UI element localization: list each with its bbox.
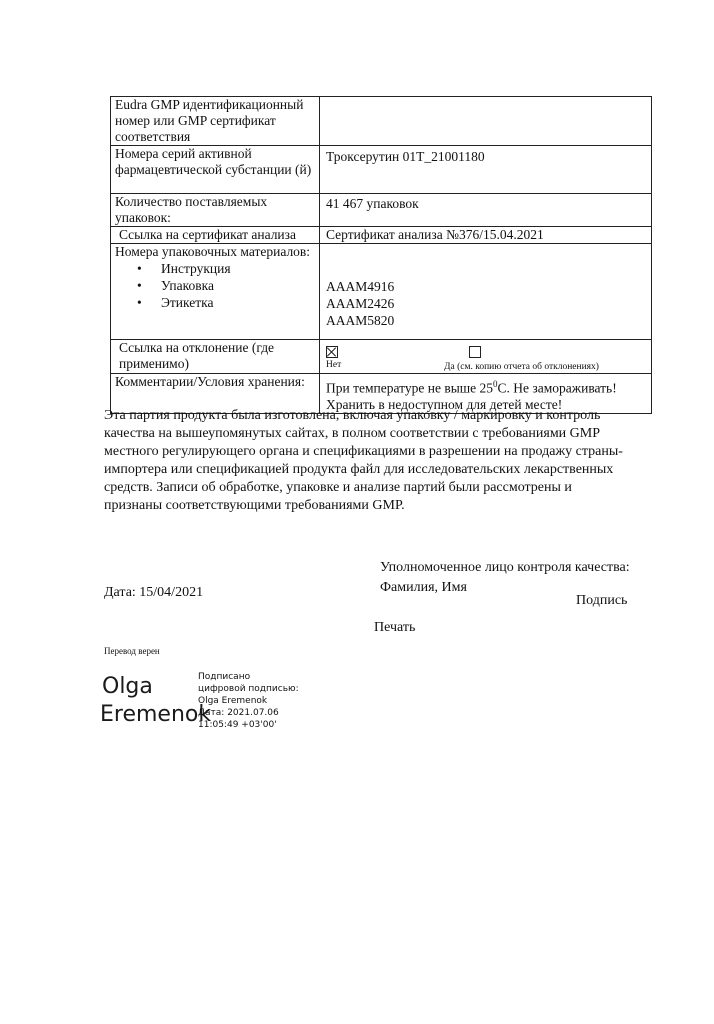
packaging-item-name: Инструкция: [161, 261, 231, 276]
packaging-code: AAAM5820: [326, 313, 395, 328]
sig-info-line: Olga Eremenok: [198, 696, 268, 706]
degree-mark: 0: [493, 379, 498, 389]
translation-note: Перевод верен: [104, 646, 160, 656]
date-label: Дата: 15/04/2021: [104, 585, 204, 600]
series-label: Номера серий активной фармацевтической субстанции (й): [115, 146, 312, 177]
yes-checkbox[interactable]: [469, 346, 481, 358]
deviation-no-label: Нет: [326, 360, 342, 370]
eudra-label-cell: [111, 97, 320, 146]
qp-name-label: Фамилия, Имя: [380, 580, 467, 595]
deviation-label: Ссылка на отклонение (где применимо): [119, 340, 275, 371]
packaging-code: AAAM4916: [326, 279, 395, 294]
list-item: [137, 294, 315, 311]
sig-info-line: Подписано: [198, 672, 251, 682]
packaging-codes: [326, 244, 647, 329]
quantity-value: 41 467 упаковок: [326, 196, 419, 211]
batch-info-table: [110, 96, 652, 414]
stamp-label: Печать: [374, 620, 416, 635]
series-label-cell: [111, 146, 320, 194]
qp-title: Уполномоченное лицо контроля качества:: [380, 560, 630, 575]
list-item: [137, 277, 315, 294]
packaging-item-name: Этикетка: [161, 295, 214, 310]
eudra-label: Eudra GMP идентификационный номер или GMP сертификат соответствия: [115, 97, 304, 144]
sig-info-line: Дата: 2021.07.06: [198, 708, 279, 718]
storage-line-1: [326, 376, 647, 397]
series-value: Троксерутин 01Т_21001180: [326, 149, 485, 164]
packaging-code: AAAM2426: [326, 296, 395, 311]
eudra-value-cell: [320, 97, 652, 146]
series-value-cell: [320, 146, 652, 194]
packaging-item-name: Упаковка: [161, 278, 214, 293]
storage-label: Комментарии/Условия хранения:: [115, 374, 305, 389]
signer-first-name: Olga: [102, 674, 153, 699]
cert-label: Ссылка на сертификат анализа: [119, 227, 296, 242]
signer-last-name: Eremenok: [100, 702, 212, 727]
digital-signature-name: [100, 673, 211, 729]
packaging-codes-cell: [320, 244, 652, 340]
sig-info-line: цифровой подписью:: [198, 684, 299, 694]
cert-value-cell: [320, 227, 652, 244]
packaging-label-cell: [111, 244, 320, 340]
list-item: [137, 260, 315, 277]
sig-info-line: 11:05:49 +03'00': [198, 720, 277, 730]
qualified-person-block: [380, 558, 630, 598]
deviation-label-cell: [111, 340, 320, 374]
quantity-label: Количество поставляемых упаковок:: [115, 194, 268, 225]
storage-text-b: С. Не замораживать!: [497, 380, 617, 396]
cert-value: Сертификат анализа №376/15.04.2021: [326, 227, 544, 242]
bullet-icon: •: [137, 295, 142, 310]
storage-line-2: Хранить в недоступном для детей месте!: [326, 396, 563, 412]
storage-text: При температуре не выше 25: [326, 380, 494, 396]
deviation-options-cell: [320, 340, 652, 374]
quantity-label-cell: [111, 194, 320, 227]
cert-label-cell: [111, 227, 320, 244]
signature-label: Подпись: [576, 593, 628, 608]
packaging-label: Номера упаковочных материалов:: [115, 244, 311, 259]
packaging-list: [115, 260, 315, 313]
compliance-statement: Эта партия продукта была изготовлена, включая упаковку / маркировку и контроль качества на вышеупомянутых сайтах, в полном соответствии с требованиями GMP местного регулирующего органа и спецификациями в разрешении на продажу страны-импортера или спецификацией продукта файл для исследовательских лекарственных средств. Записи об обработке, упаковке и анализе партий были рассмотрены и признаны соответствующими требованиями GMP.: [104, 408, 623, 513]
bullet-icon: •: [137, 261, 142, 276]
deviation-yes-label: Да (см. копию отчета об отклонениях): [444, 362, 599, 372]
quantity-value-cell: [320, 194, 652, 227]
digital-signature-info: [198, 671, 299, 731]
bullet-icon: •: [137, 278, 142, 293]
